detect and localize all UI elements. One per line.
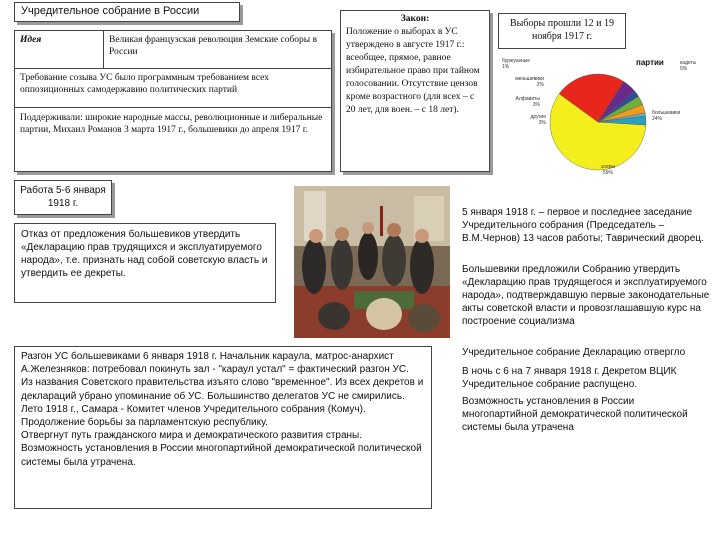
dispersal-box [14,346,432,509]
pie-value-label: 59% [602,170,614,176]
table-divider [15,107,331,108]
dispersal-line: Разгон УС большевиками 6 января 1918 г. Начальник караула, матрос-анархист А.Железняков: потребовал покинуть зал - "караул устал" = фактический разгон УС. [21,351,409,376]
painting-image [294,186,450,338]
right-paragraph: В ночь с 6 на 7 января 1918 г. Декретом ВЦИК Учредительное собрание распущено. [462,366,677,390]
elections-box [498,13,626,49]
elections-pie-chart [496,50,696,186]
dispersal-line: Из названия Советского правительства изъято слово "временное". Из всех декретов и деклараций убрано упоминание об УС. Большинство делегатов УС не смирились. [21,377,424,402]
pie-value-label: 24% [652,116,663,122]
dispersal-line: Лето 1918 г., Самара - Комитет членов Учредительного собрания (Комуч). Продолжение борьбы за парламентскую республику. [21,403,366,429]
pie-label: меньшевики [515,76,544,82]
dispersal-line: Возможность установления в России многопартийной демократической политической системы была утрачена. [21,443,422,468]
supporters-text: Поддерживали: широкие народные массы, революционные и либеральные партии, Михаил Романов 3 марта 1917 г., большевики до апреля 1917 г. [20,113,323,135]
pie-label: кадеты [680,60,696,66]
law-box [340,10,490,172]
refusal-box [14,223,276,303]
pie-slices [550,74,646,170]
pie-value-label: 5% [680,66,688,72]
page-title-text: Учредительное собрание в России [21,5,200,17]
dispersal-line: Отвергнут путь гражданского мира и демократического развития страны. [21,430,363,442]
right-paragraph: Возможность установления в России многопартийной демократической политической системы была утрачена [462,396,688,433]
chart-title: партии [636,58,664,67]
pie-label: другие [530,114,546,120]
right-paragraph: Учредительное собрание Декларацию отвергло [462,347,686,358]
pie-label: эсеры [600,164,616,170]
pie-value-label: 3% [538,120,546,126]
refusal-text: Отказ от предложения большевиков утвердить «Декларацию прав трудящихся и эксплуатируемого народа», т.е. признать над собой советскую власть и утвердить ее декреты. [21,229,268,279]
law-text: Положение о выборах в УС утверждено в августе 1917 г.: всеобщее, прямое, равное избирательное право при тайном голосовании. Отсутствие цензов кроме возрастного (для всех – с 20 лет, для воен. – с 18 лет). [346,27,480,115]
pie-label: буржуазные [502,58,530,64]
idea-table [14,30,332,172]
requirement-text: Требование созыва УС было программным требованием всех оппозиционных самодержавию политических партий [20,73,269,95]
work-box [14,180,112,215]
pie-label: Алфавиты [515,96,540,102]
pie-value-label: 2% [536,82,544,88]
law-title: Закон: [400,14,430,24]
pie-value-label: 3% [532,102,540,108]
elections-text: Выборы прошли 12 и 19 ноября 1917 г. [510,18,614,42]
right-paragraph: Большевики предложили Собранию утвердить «Декларацию прав трудящегося и эксплуатируемого народа», подтверждавшую первые законодательные акты советской власти и провозглашавшую курс на построение социализма [462,264,710,327]
work-text: Работа 5-6 января 1918 г. [20,185,106,209]
pie-value-label: 1% [502,64,510,70]
idea-label: Идея [20,35,42,45]
right-column [462,206,710,434]
page-title [14,2,240,22]
right-paragraph: 5 января 1918 г. – первое и последнее заседание Учредительного собрания (Председатель – В.М.Чернов) 13 часов работы; Таврический дворец. [462,207,704,244]
pie-label: большевики [652,110,681,116]
idea-text: Великая французская революция Земские соборы в России [109,35,318,57]
